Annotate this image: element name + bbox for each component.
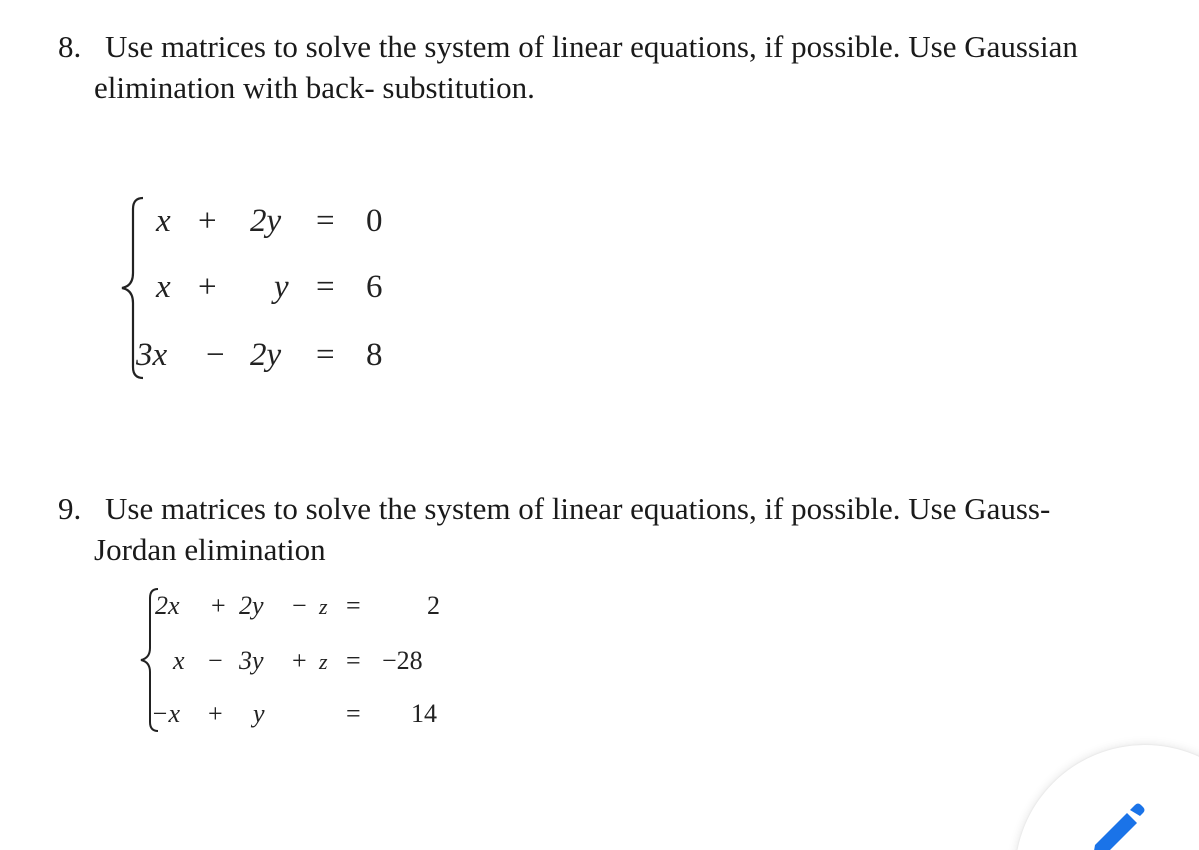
rhs-value: −28: [382, 646, 423, 675]
problem-number: 9.: [58, 491, 82, 526]
term-2: 3y: [239, 646, 264, 675]
problem-number: 8.: [58, 29, 82, 64]
problem-text: [94, 488, 1185, 570]
problem-9: [58, 488, 1185, 570]
term-2: y: [274, 269, 289, 305]
problem-text-line1: Use matrices to solve the system of linear equations, if possible. Use Gaussian: [105, 29, 1078, 64]
equals-sign: =: [316, 269, 335, 305]
rhs-value: 0: [366, 203, 383, 239]
equals-sign: =: [346, 591, 361, 620]
term-1: 3x: [136, 337, 168, 373]
term-1: x: [156, 269, 171, 305]
rhs-value: 14: [411, 699, 437, 728]
equals-sign: =: [346, 699, 361, 728]
term-3: z: [319, 649, 328, 674]
equation-system-8: [116, 193, 416, 383]
term-3: z: [319, 594, 328, 619]
term-1: x: [173, 646, 185, 675]
equation-system-9: [137, 585, 457, 735]
term-1: x: [156, 203, 171, 239]
problem-8: [58, 26, 1185, 108]
term-1: −x: [151, 699, 181, 728]
problem-text-line2: Jordan elimination: [94, 532, 326, 567]
problem-text-line1: Use matrices to solve the system of linear equations, if possible. Use Gauss-: [105, 491, 1051, 526]
pencil-icon: [1085, 795, 1149, 850]
operator: +: [292, 646, 307, 675]
equals-sign: =: [316, 337, 335, 373]
edit-fab-button[interactable]: [1015, 745, 1199, 850]
equals-sign: =: [316, 203, 335, 239]
term-2: 2y: [250, 337, 282, 373]
problem-text-line2: elimination with back- substitution.: [94, 70, 535, 105]
operator: +: [198, 269, 217, 305]
operator: +: [198, 203, 217, 239]
equals-sign: =: [346, 646, 361, 675]
operator: −: [206, 337, 225, 373]
term-2: y: [253, 699, 265, 728]
operator: +: [208, 699, 223, 728]
term-1: 2x: [155, 591, 180, 620]
rhs-value: 8: [366, 337, 383, 373]
term-2: 2y: [250, 203, 282, 239]
rhs-value: 6: [366, 269, 383, 305]
rhs-value: 2: [427, 591, 440, 620]
operator: −: [208, 646, 223, 675]
operator: −: [292, 591, 307, 620]
operator: +: [211, 591, 226, 620]
term-2: 2y: [239, 591, 264, 620]
problem-text: [94, 26, 1185, 108]
